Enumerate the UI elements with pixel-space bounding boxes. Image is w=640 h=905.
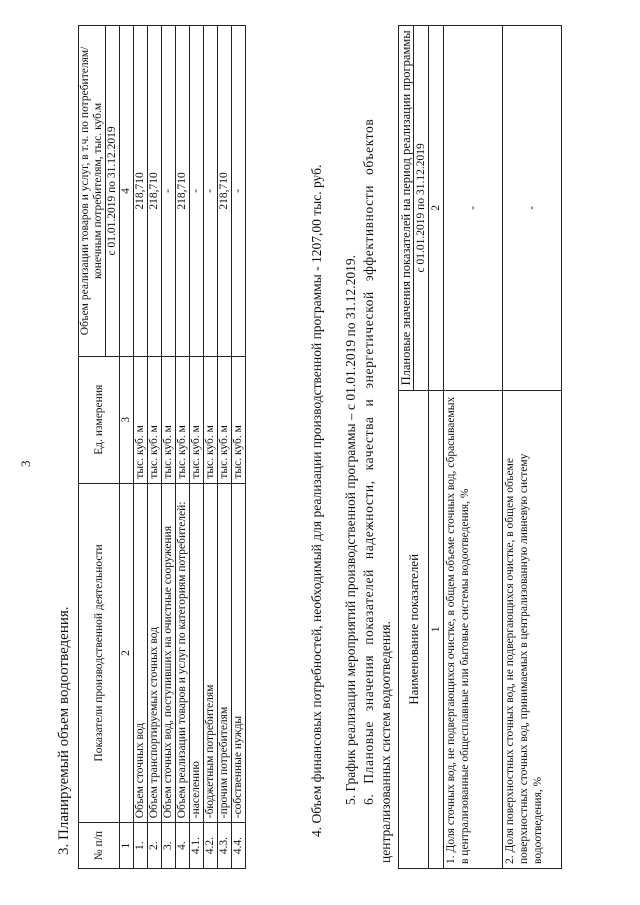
- row-unit: тыс. куб. м: [162, 356, 176, 483]
- row-value: 218,710: [218, 26, 232, 357]
- row-num: 3.: [162, 823, 176, 869]
- header-period: с 01.01.2019 по 31.12.2019: [414, 26, 429, 391]
- row-num: 4.2.: [204, 823, 218, 869]
- paragraph-financial-needs: 4. Объем финансовых потребностей, необходимый для реализации производственной программы - 1207,00 тыс. руб.: [309, 164, 324, 837]
- row-value: -: [190, 26, 204, 357]
- header-volume: Объем реализации товаров и услуг, в т.ч. по потребителям/ конечным потребителям, тыс. куб.м: [79, 26, 106, 357]
- table-row: [148, 26, 162, 869]
- row-name: -населению: [190, 483, 204, 823]
- column-number-row: [120, 26, 134, 869]
- table-header-row: [79, 26, 106, 869]
- row-unit: тыс. куб. м: [232, 356, 246, 483]
- row-value: 218,710: [134, 26, 148, 357]
- col-number: 1: [120, 823, 134, 869]
- row-num: 4.: [176, 823, 190, 869]
- row-unit: тыс. куб. м: [134, 356, 148, 483]
- row-value: -: [232, 26, 246, 357]
- indicator-value: -: [503, 26, 562, 391]
- wastewater-volume-table: [78, 25, 246, 869]
- table-header-row: [399, 26, 414, 869]
- section-3-title: 3. Планируемый объем водоотведения.: [56, 606, 72, 855]
- table-row: [162, 26, 176, 869]
- row-value: -: [204, 26, 218, 357]
- indicator-value: -: [444, 26, 503, 391]
- col-number: 2: [429, 26, 444, 391]
- indicator-name: 2. Доля поверхностных сточных вод, не подвергающихся очистке, в общем объеме поверхностных сточных вод, принимаемых в централизованную ливневую систему водоотведения, %: [503, 390, 562, 868]
- table-row: [218, 26, 232, 869]
- row-unit: тыс. куб. м: [204, 356, 218, 483]
- row-unit: тыс. куб. м: [218, 356, 232, 483]
- row-value: -: [162, 26, 176, 357]
- row-name: Объем сточных вод, поступивших на очистные сооружения: [162, 483, 176, 823]
- row-name: Объем сточных вод: [134, 483, 148, 823]
- header-plan-values: Плановые значения показателей на период реализации программы: [399, 26, 414, 391]
- indicator-name: 1. Доля сточных вод, не подвергающихся очистке, в общем объеме сточных вод, сбрасываемых в централизованные общесплавные или бытовые системы водоотведения, %: [444, 390, 503, 868]
- row-num: 1.: [134, 823, 148, 869]
- paragraph-indicators: 6. Плановые значения показателей надежности, качества и энергетической эффективности объектов: [361, 118, 376, 805]
- table-row: [232, 26, 246, 869]
- col-number: 4: [120, 26, 134, 357]
- row-value: 218,710: [148, 26, 162, 357]
- row-name: -прочим потребителям: [218, 483, 232, 823]
- row-unit: тыс. куб. м: [176, 356, 190, 483]
- table-row: [503, 26, 562, 869]
- row-name: Объем реализации товаров и услуг по категориям потребителей:: [176, 483, 190, 823]
- table-row: [190, 26, 204, 869]
- page-number: 3: [18, 460, 33, 467]
- table-row: [204, 26, 218, 869]
- header-unit: Ед. измерения: [79, 356, 120, 483]
- column-number-row: [429, 26, 444, 869]
- row-num: 4.3.: [218, 823, 232, 869]
- row-unit: тыс. куб. м: [190, 356, 204, 483]
- table-row: [444, 26, 503, 869]
- reliability-indicators-table: [398, 25, 562, 869]
- table-row: [176, 26, 190, 869]
- header-indicator-name: Наименование показателей: [399, 390, 429, 868]
- row-unit: тыс. куб. м: [148, 356, 162, 483]
- header-period: с 01.01.2019 по 31.12.2019: [106, 26, 120, 357]
- col-number: 3: [120, 356, 134, 483]
- row-name: -бюджетным потребителям: [204, 483, 218, 823]
- col-number: 2: [120, 483, 134, 823]
- table-row: [134, 26, 148, 869]
- row-num: 4.4.: [232, 823, 246, 869]
- row-num: 4.1.: [190, 823, 204, 869]
- row-name: -собственные нужды: [232, 483, 246, 823]
- paragraph-indicators-cont: централизованных систем водоотведения.: [378, 621, 393, 863]
- col-number: 1: [429, 390, 444, 868]
- row-num: 2.: [148, 823, 162, 869]
- header-indicator: Показатели производственной деятельности: [79, 483, 120, 823]
- row-name: Объем транспортируемых сточных вод: [148, 483, 162, 823]
- row-value: 218,710: [176, 26, 190, 357]
- header-num: № п/п: [79, 823, 120, 869]
- paragraph-schedule: 5. График реализации мероприятий производственной программы – с 01.01.2019 по 31.12.2019.: [343, 254, 358, 805]
